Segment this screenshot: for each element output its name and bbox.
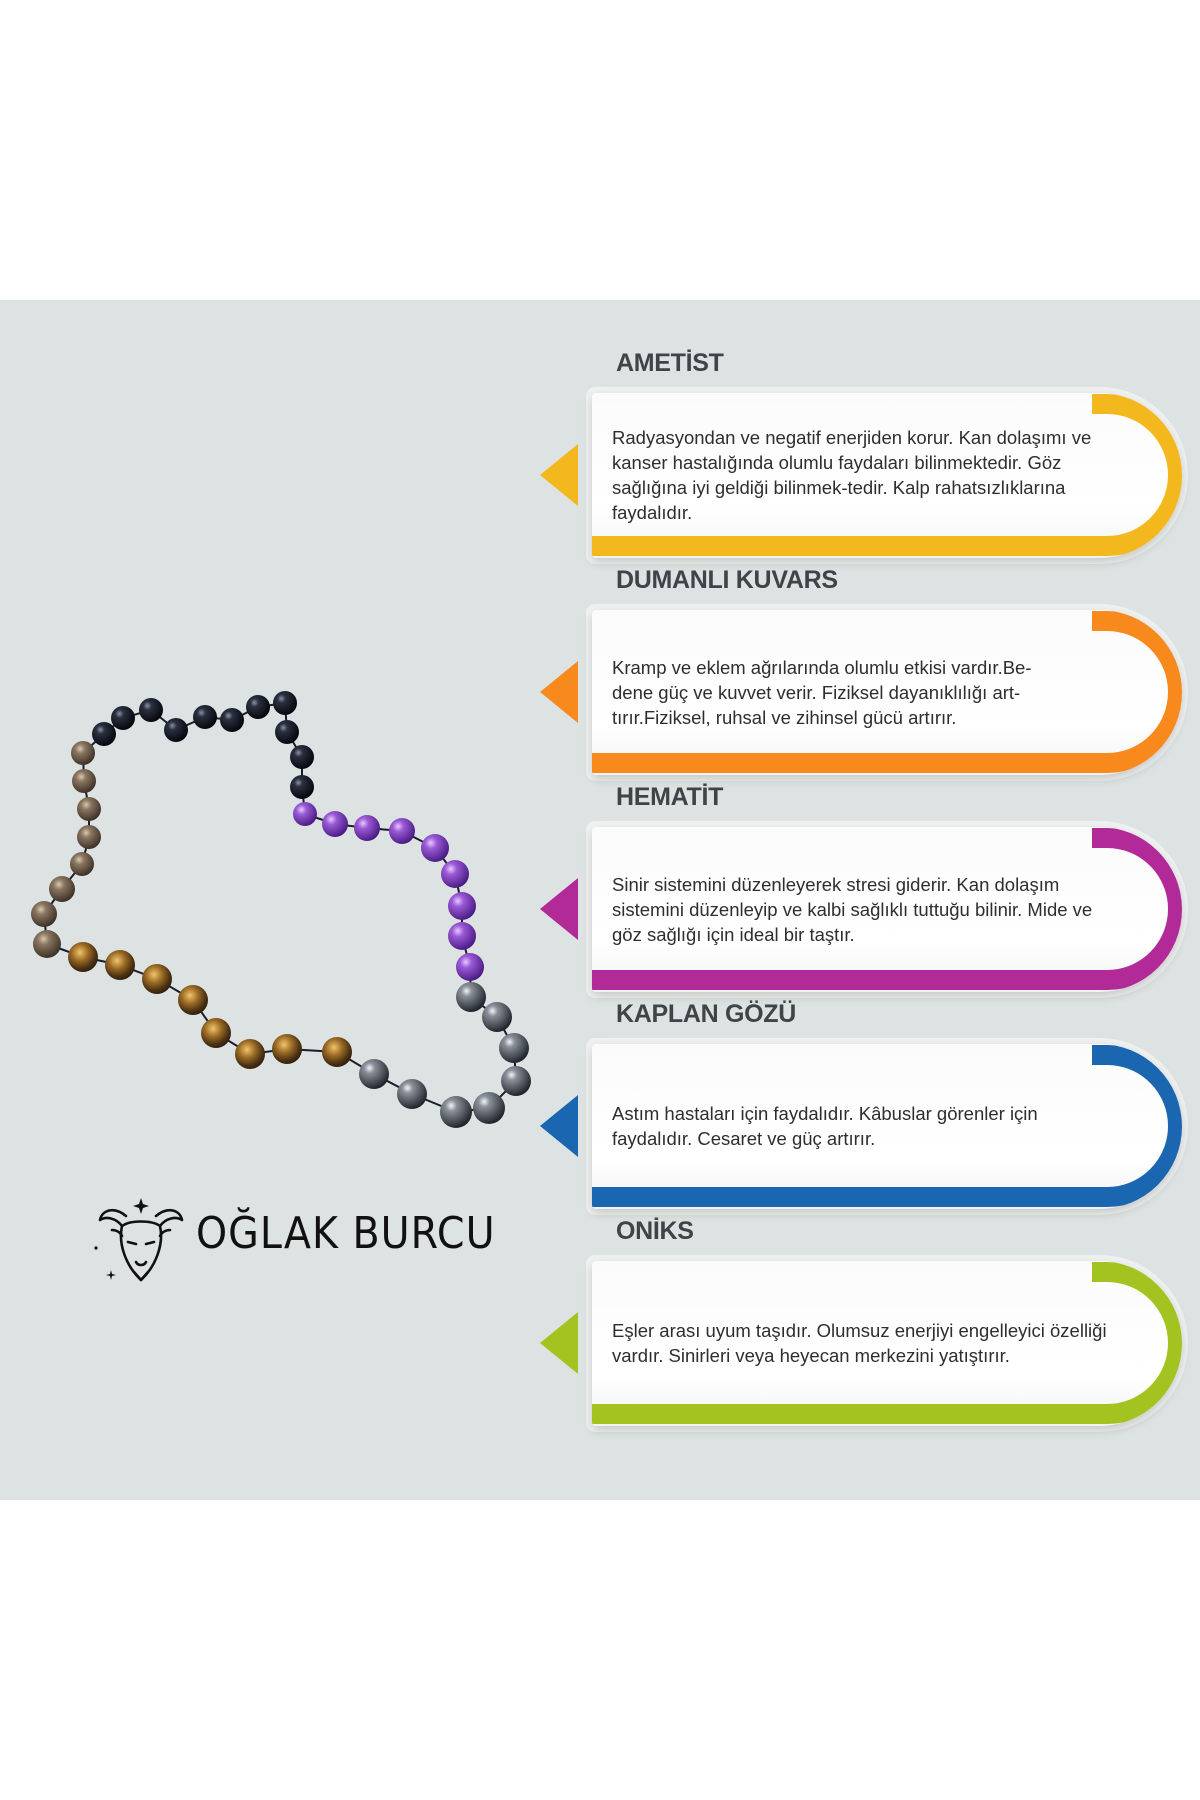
stone-item-ametist	[540, 349, 1190, 559]
tiger-bead	[201, 1018, 231, 1048]
smoky-bead	[70, 852, 94, 876]
smoky-bead	[77, 797, 101, 821]
amethyst-bead	[421, 834, 449, 862]
amethyst-bead	[441, 860, 469, 888]
amethyst-bead	[293, 802, 317, 826]
onyx-bead	[273, 691, 297, 715]
amethyst-bead	[354, 815, 380, 841]
tiger-bead	[68, 942, 98, 972]
stone-card	[592, 1044, 1182, 1209]
stone-item-oniks	[540, 1217, 1190, 1427]
smoky-bead	[31, 901, 57, 927]
onyx-bead	[290, 775, 314, 799]
onyx-bead	[246, 695, 270, 719]
hematite-bead	[473, 1092, 505, 1124]
stone-description	[612, 1283, 1112, 1403]
capricorn-goat-icon	[92, 1186, 192, 1296]
stone-item-dumanli-kuvars	[540, 566, 1190, 776]
onyx-bead	[139, 698, 163, 722]
smoky-bead	[33, 930, 61, 958]
tiger-bead	[322, 1037, 352, 1067]
pointer-arrow-icon	[540, 1312, 578, 1374]
hematite-bead	[359, 1059, 389, 1089]
stone-description	[612, 1066, 1112, 1186]
stone-description	[612, 632, 1112, 752]
smoky-bead	[49, 876, 75, 902]
hematite-bead	[482, 1002, 512, 1032]
stone-title: HEMATİT	[616, 783, 724, 811]
smoky-bead	[71, 741, 95, 765]
stone-item-hematit	[540, 783, 1190, 993]
stone-title: KAPLAN GÖZÜ	[616, 1000, 797, 1028]
tiger-bead	[235, 1039, 265, 1069]
amethyst-bead	[448, 892, 476, 920]
tiger-bead	[178, 985, 208, 1015]
onyx-bead	[92, 722, 116, 746]
tiger-bead	[105, 950, 135, 980]
amethyst-bead	[456, 953, 484, 981]
hematite-bead	[501, 1066, 531, 1096]
stone-title: DUMANLI KUVARS	[616, 566, 838, 594]
stone-title: ONİKS	[616, 1217, 694, 1245]
pointer-arrow-icon	[540, 1095, 578, 1157]
brand-title: OĞLAK BURCU	[196, 1208, 496, 1259]
onyx-bead	[275, 720, 299, 744]
stone-card	[592, 1261, 1182, 1426]
stone-description-text: Astım hastaları için faydalıdır. Kâbuslar görenler için faydalıdır. Cesaret ve güç artırır.	[612, 1103, 1038, 1149]
brand-logo	[92, 1186, 496, 1296]
necklace-beads	[31, 691, 531, 1128]
tiger-bead	[272, 1034, 302, 1064]
stone-description	[612, 415, 1112, 535]
onyx-bead	[290, 745, 314, 769]
onyx-bead	[193, 705, 217, 729]
stone-item-kaplan-gozu	[540, 1000, 1190, 1210]
amethyst-bead	[389, 818, 415, 844]
stone-description-text: Kramp ve eklem ağrılarında olumlu etkisi vardır.Be- dene güç ve kuvvet verir. Fiziksel dayanıklılığı art- tırır.Fiziksel, ruhsal ve zihinsel gücü artırır.	[612, 656, 1032, 728]
hematite-bead	[397, 1079, 427, 1109]
stone-description-text: Sinir sistemini düzenleyerek stresi giderir. Kan dolaşım sistemini düzenleyip ve kalbi sağlıklı tuttuğu bilinir. Mide ve göz sağlığı için ideal bir taştır.	[612, 873, 1093, 945]
amethyst-bead	[448, 922, 476, 950]
pointer-arrow-icon	[540, 661, 578, 723]
stone-title: AMETİST	[616, 349, 724, 377]
amethyst-bead	[322, 811, 348, 837]
stone-card	[592, 610, 1182, 775]
hematite-bead	[440, 1096, 472, 1128]
onyx-bead	[220, 708, 244, 732]
onyx-bead	[164, 718, 188, 742]
pointer-arrow-icon	[540, 878, 578, 940]
bead-necklace-image	[0, 690, 540, 1180]
hematite-bead	[499, 1033, 529, 1063]
stone-card	[592, 393, 1182, 558]
hematite-bead	[456, 982, 486, 1012]
tiger-bead	[142, 964, 172, 994]
smoky-bead	[72, 769, 96, 793]
pointer-arrow-icon	[540, 444, 578, 506]
stone-description	[612, 849, 1112, 969]
smoky-bead	[77, 825, 101, 849]
stone-card	[592, 827, 1182, 992]
stone-description-text: Radyasyondan ve negatif enerjiden korur. Kan dolaşımı ve kanser hastalığında olumlu faydaları bilinmektedir. Göz sağlığına iyi geldiği bilinmek-tedir. Kalp rahatsızlıklarına faydalıdır.	[612, 427, 1092, 523]
stone-description-text: Eşler arası uyum taşıdır. Olumsuz enerjiyi engelleyici özelliği vardır. Sinirleri veya heyecan merkezini yatıştırır.	[612, 1320, 1107, 1366]
onyx-bead	[111, 706, 135, 730]
